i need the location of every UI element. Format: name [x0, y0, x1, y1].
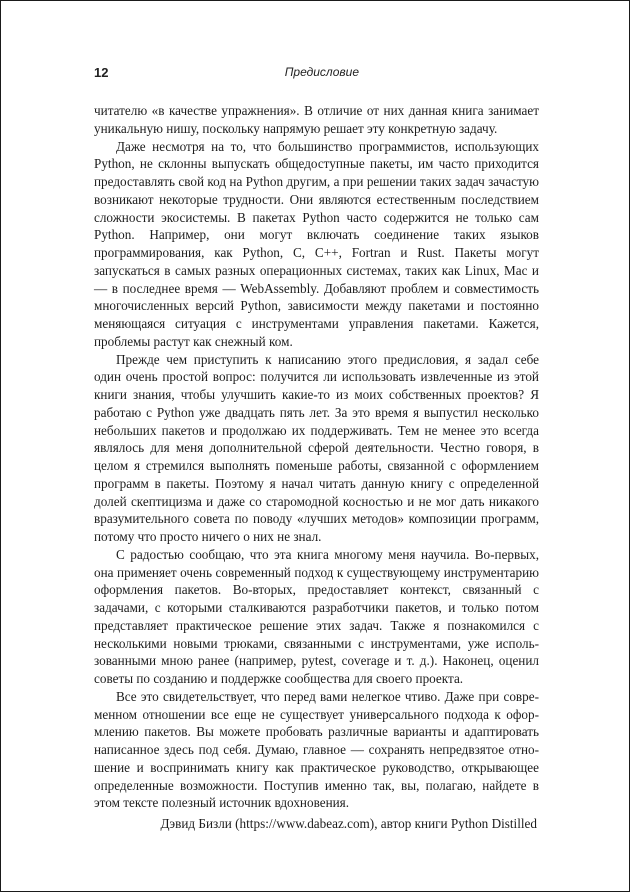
paragraph-learned: С радостью сообщаю, что эта книга многому меня научила. Во-первых, она применяет очень современный подход к существующему инструментарию оформления пакетов. Во-вторых, предоставляет контекст, связанный с задачами, с которыми сталкиваются разработчики пакетов, и только потом представляет практическое решение этих задач. Также я познакомился с несколькими новыми трюками, связанными с инструментами, уже использованными мною ранее (например, pytest, coverage и т. д.). Наконец, оценил советы по созданию и поддержке сообщества для своего проекта. — [94, 546, 539, 686]
author-signature: Дэвид Бизли (https://www.dabeaz.com), автор книги Python Distilled — [160, 816, 537, 831]
page-header — [94, 65, 359, 83]
paragraph-continuation: читателю «в качестве упражнения». В отличие от них данная книга занимает уникальную нишу, поскольку напрямую решает эту конкретную задачу. — [94, 103, 539, 136]
paragraph-conclusion: Все это свидетельствует, что перед вами нелегкое чтиво. Даже при современном отношении все еще не существует универсального подхода к оформлению пакетов. Вы можете пробовать различные варианты и адаптировать написанное здесь под себя. Думаю, главное — сохранять непредвзятое отношение и воспринимать книгу как практическое руководство, открывающее определенные возможности. Поступив именно так, вы, полагаю, найдете в этом тексте полезный источник вдохновения. — [94, 688, 539, 811]
page-number: 12 — [94, 65, 109, 80]
paragraph-question: Прежде чем приступить к написанию этого предисловия, я задал себе один очень простой вопрос: получится ли использовать извлеченные из этой книги знания, чтобы улучшить какие-то из моих собственных проектов? Я работаю с Python уже двадцать пять лет. За это время я выпустил несколько небольших пакетов и продолжаю их поддерживать. Тем не менее это всегда являлось для меня дополнительной сферой деятельности. Честно говоря, в целом я стремился выполнять поменьше работы, связанной с оформлением программ в пакеты. Поэтому я начал читать данную книгу с определенной долей скептицизма и даже со старомодной косностью и не мог дать никакого вразумительного совета по поводу «лучших методов» композиции программ, потому что просто ничего о них не знал. — [94, 351, 539, 544]
paragraph-ecosystem: Даже несмотря на то, что большинство программистов, использующих Python, не склонны выпускать общедоступные пакеты, им часто приходится предоставлять свой код на Python другим, а при решении таких задач зачастую возникают некоторые трудности. Они являются естественным последствием сложности экосистемы. В пакетах Python часто содержится не только сам Python. Например, они могут включать соединение таких языков программирования, как Python, C, C++, Fortran и Rust. Пакеты могут запускаться в самых разных операционных системах, таких как Linux, Mac и — в последнее время — WebAssembly. Добавляют проблем и совместимость многочисленных версий Python, зависимости между пакетами и постоянно меняющаяся ситуация с инструментами управления пакетами. Кажется, проблемы растут как снежный ком. — [94, 138, 539, 349]
running-head: Предисловие — [284, 65, 359, 79]
body-text — [94, 102, 539, 812]
